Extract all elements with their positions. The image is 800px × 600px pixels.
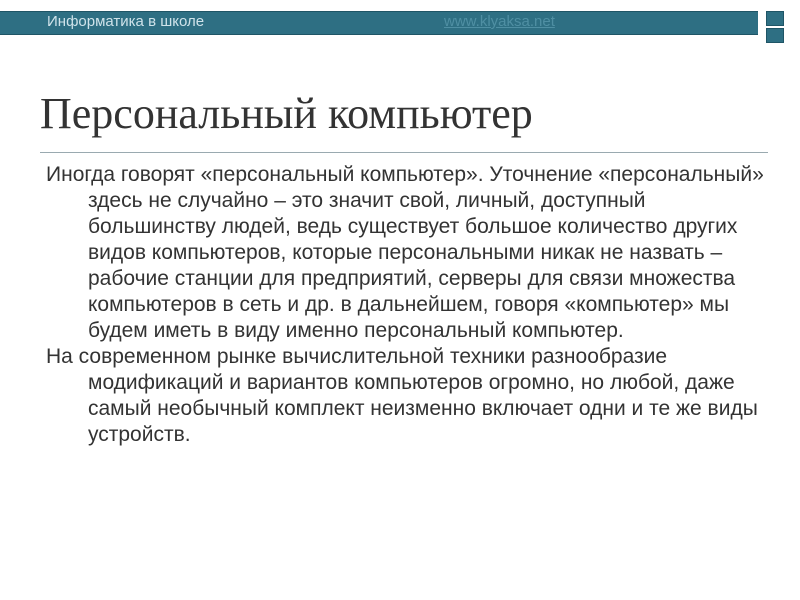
slide-title: Персональный компьютер <box>40 89 533 138</box>
body-paragraph-1: Иногда говорят «персональный компьютер». Уточнение «персональный» здесь не случайно – это значит свой, личный, доступный большинству людей, ведь существует большое количество других видов компьютеров, которые персональными никак не назвать – рабочие станции для предприятий, серверы для связи множества компьютеров в сеть и др. в дальнейшем, говоря «компьютер» мы будем иметь в виду именно персональный компьютер. <box>46 163 764 342</box>
header-site-name: Информатика в школе <box>47 13 205 30</box>
slide-body <box>46 162 766 448</box>
header-bar <box>0 11 758 35</box>
title-divider <box>40 152 768 153</box>
body-paragraph-2: На современном рынке вычислительной техники разнообразие модификаций и вариантов компьютеров огромно, но любой, даже самый необычный комплект неизменно включает одни и те же виды устройств. <box>46 345 758 446</box>
header-square-top <box>766 11 784 26</box>
header-site-link[interactable]: www.klyaksa.net <box>444 13 555 30</box>
header-square-bottom <box>766 28 784 43</box>
